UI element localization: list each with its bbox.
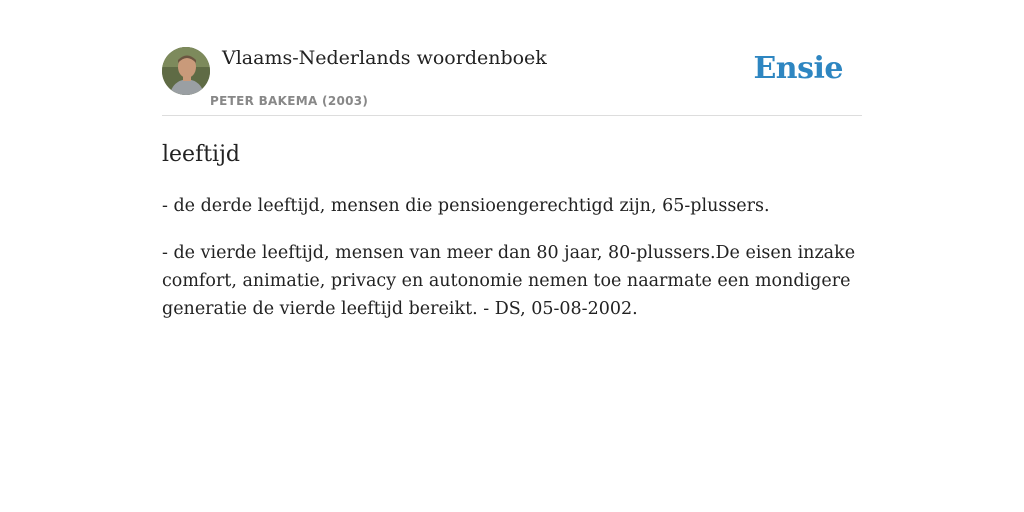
page-container [162,0,862,512]
dictionary-title[interactable]: Vlaams-Nederlands woordenboek [222,47,547,69]
author-name: PETER BAKEMA (2003) [210,94,369,108]
dictionary-header [162,0,862,116]
author-avatar[interactable] [162,47,210,95]
definition-item: - de derde leeftijd, mensen die pensioengerechtigd zijn, 65-plussers. [162,196,770,216]
ensie-logo-link[interactable]: Ensie [753,51,843,86]
entry-term: leeftijd [162,142,240,167]
definition-list [162,192,862,342]
avatar-photo-icon [162,47,210,95]
definition-item: - de vierde leeftijd, mensen van meer dan 80 jaar, 80-plussers.De eisen inzake comfort, animatie, privacy en autonomie nemen toe naarmate een mondigere generatie de vierde leeftijd bereikt. - DS, 05-08-2002. [162,243,856,319]
